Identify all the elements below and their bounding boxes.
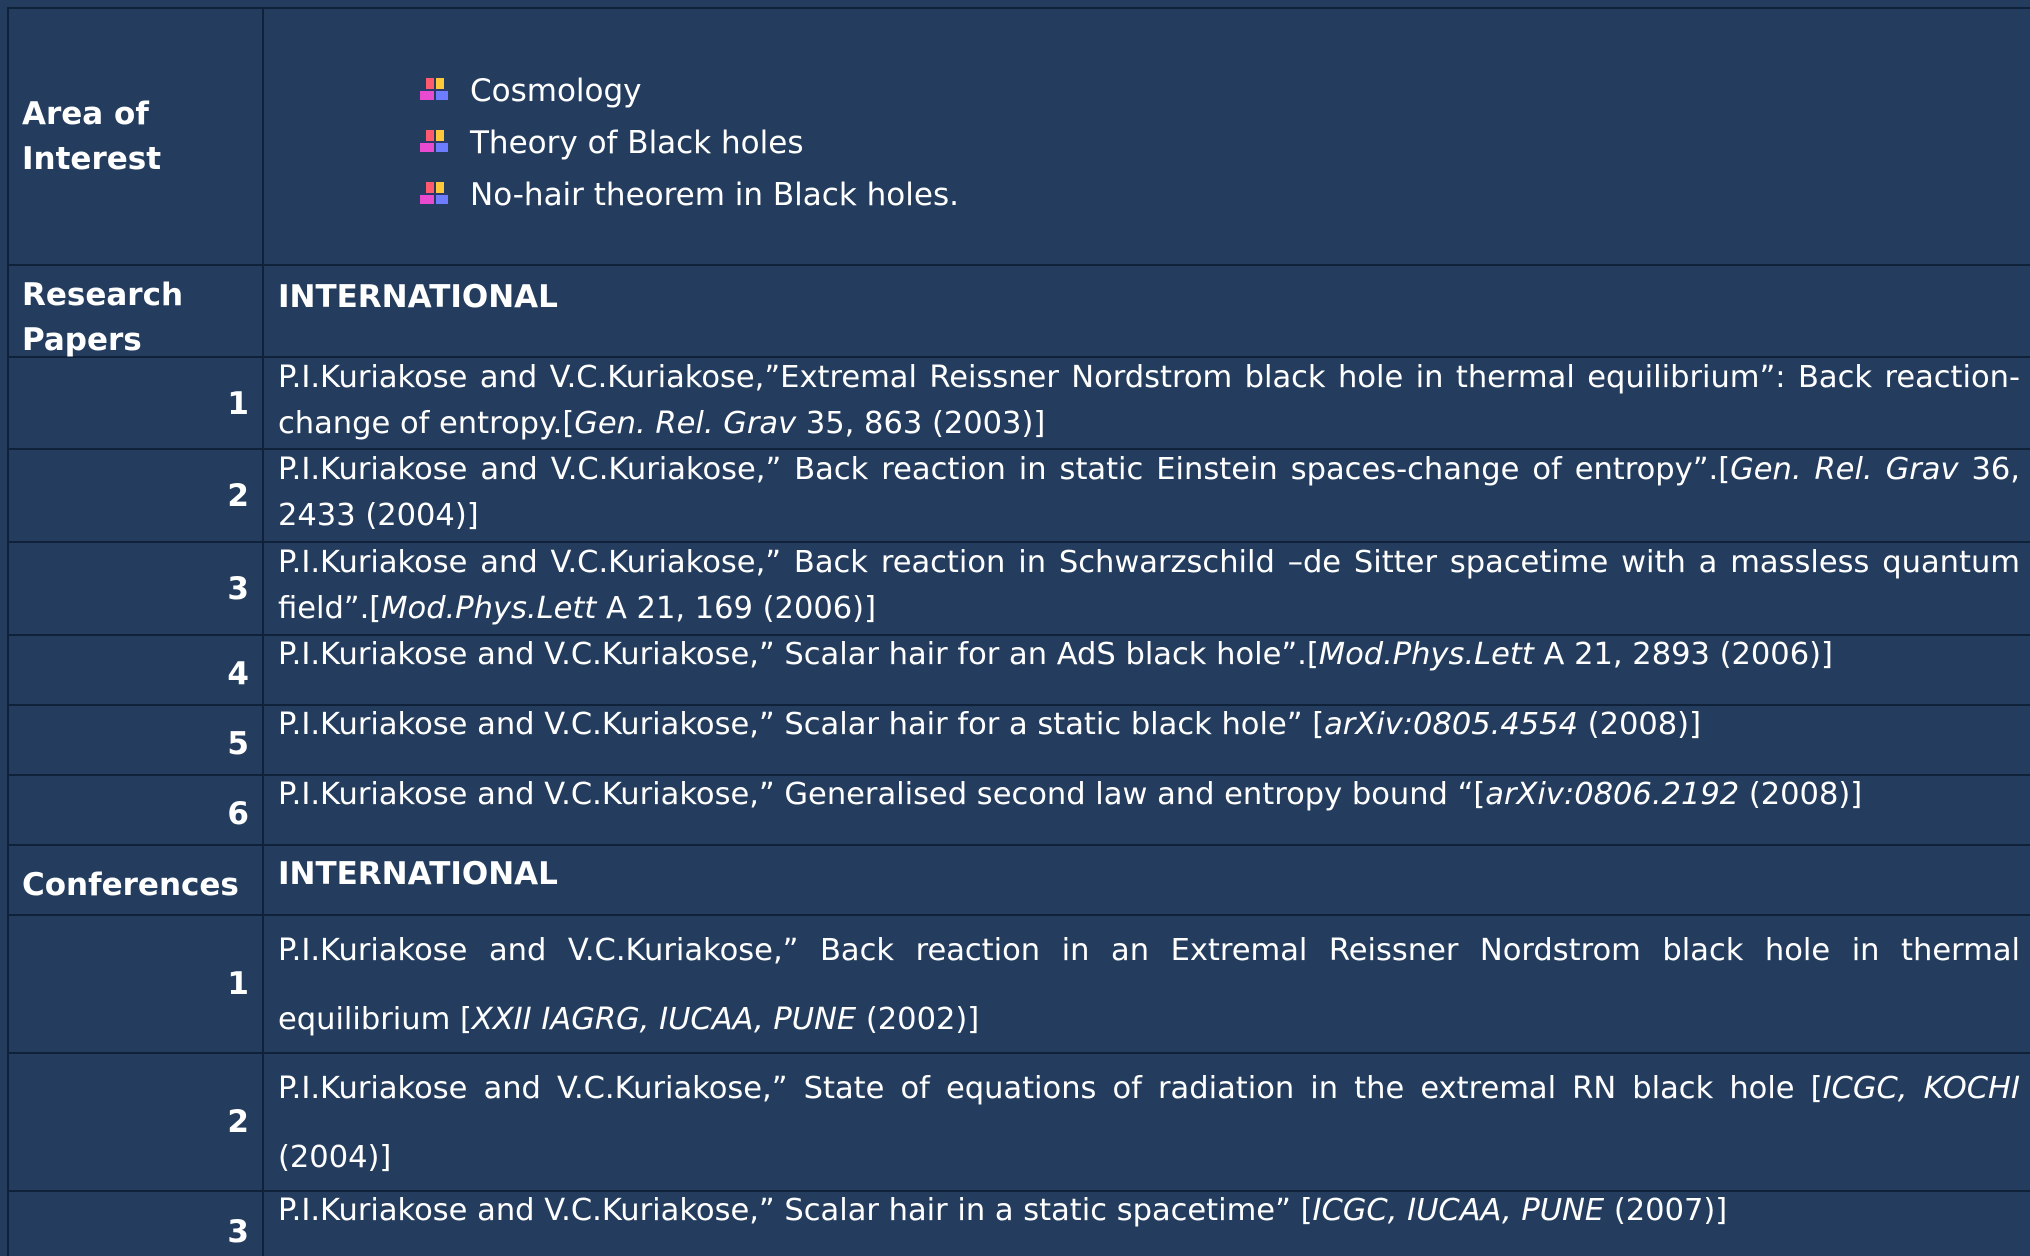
conference-citation	[278, 1188, 2020, 1234]
conference-venue: XXII IAGRG, IUCAA, PUNE	[471, 1002, 857, 1037]
colored-square-bullet-icon	[420, 78, 450, 104]
paper-number: 4	[227, 656, 249, 692]
paper-row	[9, 636, 2030, 706]
paper-number: 3	[227, 571, 249, 607]
conference-number: 1	[227, 966, 249, 1002]
paper-citation	[278, 540, 2020, 632]
paper-row	[9, 706, 2030, 776]
paper-journal: Mod.Phys.Lett	[381, 591, 597, 626]
paper-journal: Gen. Rel. Grav	[574, 406, 797, 441]
conference-number: 3	[227, 1214, 249, 1250]
paper-row	[9, 450, 2030, 543]
paper-citation	[278, 355, 2020, 447]
paper-volume: A 21, 169 (2006)]	[596, 591, 876, 626]
paper-number: 2	[227, 478, 249, 514]
paper-authors-title: P.I.Kuriakose and V.C.Kuriakose,” Back reaction in Schwarzschild –de Sitter spacetime with a massless quantum field”.[	[278, 545, 2020, 626]
conference-year: (2002)]	[856, 1002, 980, 1037]
interest-item-text: Cosmology	[470, 73, 642, 109]
conference-row	[9, 916, 2030, 1054]
paper-journal: Mod.Phys.Lett	[1318, 637, 1534, 672]
conference-citation	[278, 1054, 2020, 1192]
conference-row	[9, 1192, 2030, 1256]
conference-venue: ICGC, KOCHI	[1822, 1071, 2020, 1106]
research-label-line1: Research	[22, 277, 184, 313]
paper-volume: A 21, 2893 (2006)]	[1533, 637, 1833, 672]
paper-citation	[278, 447, 2020, 539]
paper-citation	[278, 702, 2020, 748]
conference-year: (2004)]	[278, 1140, 392, 1175]
conference-authors-title: P.I.Kuriakose and V.C.Kuriakose,” Back reaction in an Extremal Reissner Nordstrom black hole in thermal equilibrium [	[278, 933, 2020, 1037]
paper-journal: arXiv:0806.2192	[1485, 777, 1740, 812]
conferences-international-heading: INTERNATIONAL	[278, 856, 558, 892]
paper-row	[9, 776, 2030, 846]
interest-item	[420, 117, 959, 169]
cv-table	[7, 7, 2030, 1256]
area-of-interest-row	[9, 9, 2030, 266]
paper-number: 6	[227, 796, 249, 832]
interest-item	[420, 169, 959, 221]
research-label-line2: Papers	[22, 322, 142, 358]
paper-authors-title: P.I.Kuriakose and V.C.Kuriakose,” Scalar hair for an AdS black hole”.[	[278, 637, 1319, 672]
paper-row	[9, 358, 2030, 450]
conference-year: (2007)]	[1604, 1193, 1728, 1228]
paper-citation	[278, 772, 2020, 818]
colored-square-bullet-icon	[420, 182, 450, 208]
interest-item-text: No-hair theorem in Black holes.	[470, 177, 959, 213]
research-international-heading: INTERNATIONAL	[278, 279, 558, 315]
conference-row	[9, 1054, 2030, 1192]
conference-venue: ICGC, IUCAA, PUNE	[1312, 1193, 1605, 1228]
conferences-header-row	[9, 846, 2030, 916]
research-papers-label	[22, 273, 252, 363]
paper-volume: (2008)]	[1577, 707, 1701, 742]
paper-number: 1	[227, 386, 249, 422]
conferences-label: Conferences	[22, 867, 239, 903]
colored-square-bullet-icon	[420, 130, 450, 156]
conference-authors-title: P.I.Kuriakose and V.C.Kuriakose,” State of equations of radiation in the extremal RN black hole [	[278, 1071, 1823, 1106]
paper-authors-title: P.I.Kuriakose and V.C.Kuriakose,” Scalar hair for a static black hole” [	[278, 707, 1325, 742]
paper-journal: Gen. Rel. Grav	[1730, 452, 1959, 487]
conference-number: 2	[227, 1104, 249, 1140]
paper-authors-title: P.I.Kuriakose and V.C.Kuriakose,” Generalised second law and entropy bound “[	[278, 777, 1486, 812]
paper-volume: 35, 863 (2003)]	[796, 406, 1046, 441]
paper-row	[9, 543, 2030, 636]
area-label-line2: Interest	[22, 141, 162, 177]
paper-citation	[278, 632, 2020, 678]
area-label-line1: Area of	[22, 96, 149, 132]
conference-authors-title: P.I.Kuriakose and V.C.Kuriakose,” Scalar hair in a static spacetime” [	[278, 1193, 1313, 1228]
interest-list	[420, 65, 959, 221]
paper-number: 5	[227, 726, 249, 762]
paper-authors-title: P.I.Kuriakose and V.C.Kuriakose,”Extremal Reissner Nordstrom black hole in thermal equilibrium”: Back reaction-change of entropy.[	[278, 360, 2020, 441]
research-papers-header-row	[9, 266, 2030, 358]
paper-authors-title: P.I.Kuriakose and V.C.Kuriakose,” Back reaction in static Einstein spaces-change of entropy”.[	[278, 452, 1731, 487]
paper-volume: 36, 2433 (2004)]	[278, 452, 2020, 533]
paper-journal: arXiv:0805.4554	[1324, 707, 1578, 742]
conference-citation	[278, 916, 2020, 1054]
area-of-interest-label	[22, 92, 252, 182]
interest-item-text: Theory of Black holes	[470, 125, 804, 161]
interest-item	[420, 65, 959, 117]
paper-volume: (2008)]	[1739, 777, 1863, 812]
